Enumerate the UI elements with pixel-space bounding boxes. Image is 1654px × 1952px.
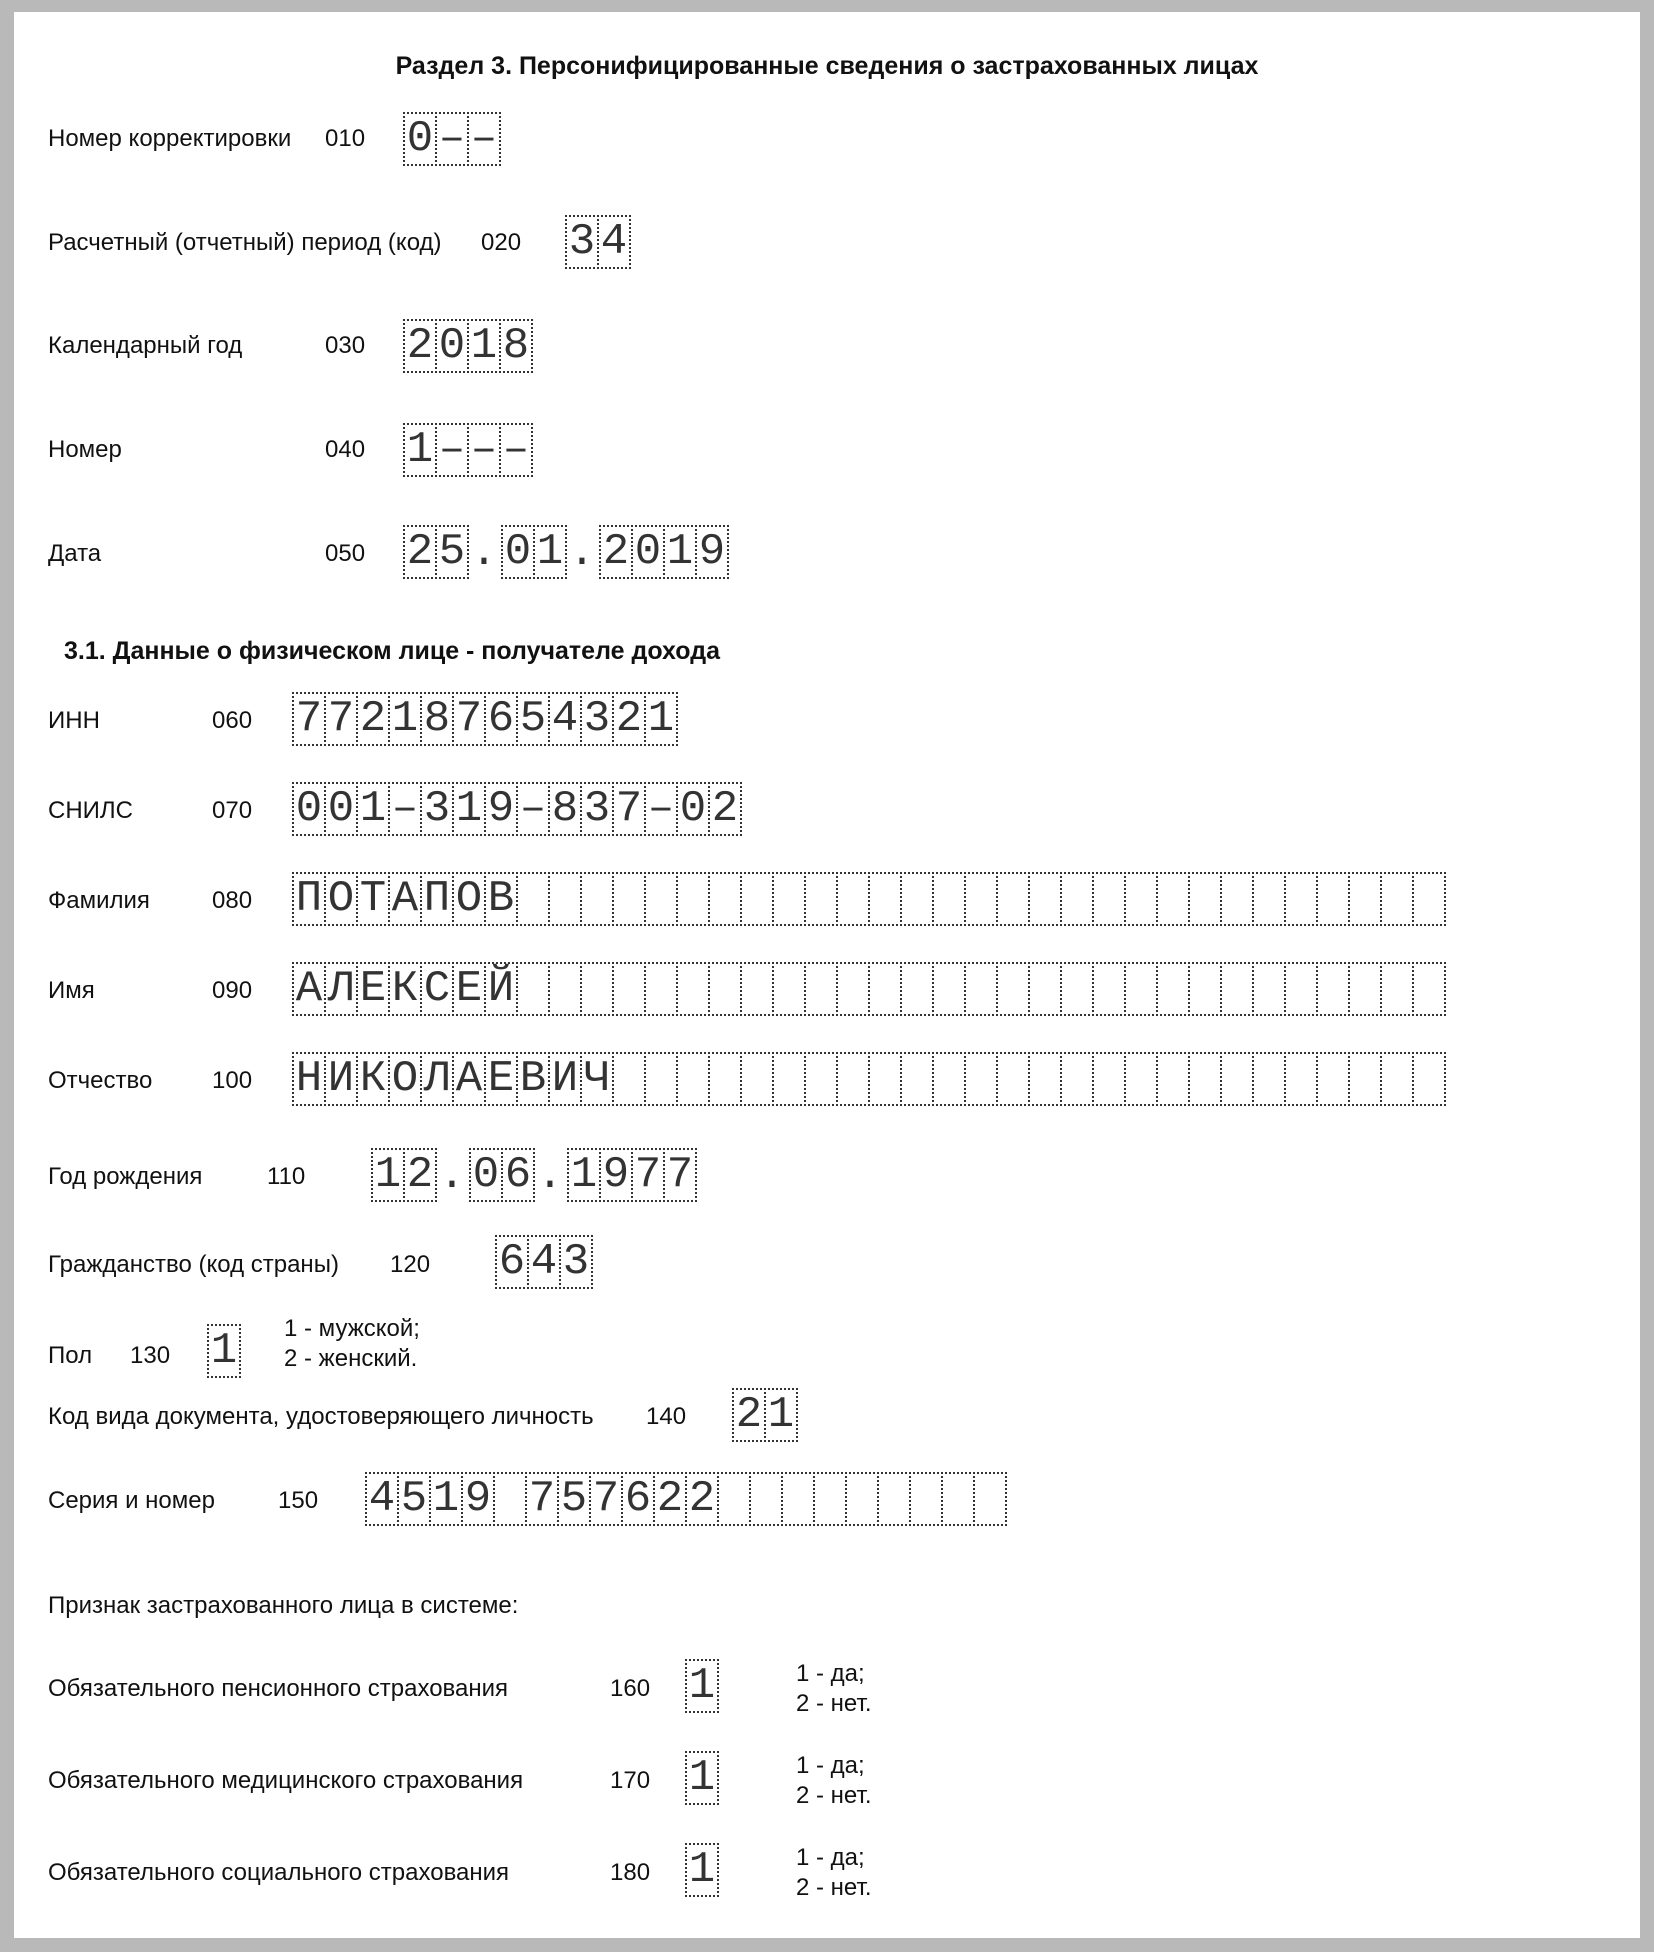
char-cell[interactable]: К bbox=[356, 1052, 390, 1106]
surname-cells[interactable] bbox=[292, 872, 1444, 926]
char-cell[interactable] bbox=[1028, 1052, 1062, 1106]
char-cell[interactable] bbox=[772, 962, 806, 1016]
char-cell[interactable] bbox=[1092, 872, 1126, 926]
char-cell[interactable]: С bbox=[420, 962, 454, 1016]
field-020-code: 020 bbox=[481, 229, 522, 256]
char-cell[interactable] bbox=[1412, 962, 1446, 1016]
char-cell[interactable]: 9 bbox=[484, 782, 518, 836]
char-cell[interactable] bbox=[1220, 962, 1254, 1016]
social-note-no: 2 - нет. bbox=[796, 1874, 872, 1901]
char-cell[interactable] bbox=[580, 962, 614, 1016]
field-090-code: 090 bbox=[212, 977, 253, 1004]
field-100-label: Отчество bbox=[48, 1067, 153, 1094]
char-cell[interactable]: 4 bbox=[527, 1235, 561, 1289]
char-cell[interactable] bbox=[836, 1052, 870, 1106]
char-cell[interactable]: Й bbox=[484, 962, 518, 1016]
field-090-label: Имя bbox=[48, 977, 95, 1004]
char-cell[interactable] bbox=[1380, 872, 1414, 926]
char-cell[interactable]: 3 bbox=[559, 1235, 593, 1289]
char-cell[interactable] bbox=[836, 962, 870, 1016]
char-cell[interactable] bbox=[900, 962, 934, 1016]
char-cell[interactable]: 8 bbox=[499, 319, 533, 373]
char-cell[interactable]: 5 bbox=[516, 692, 550, 746]
char-cell[interactable]: 7 bbox=[292, 692, 326, 746]
char-cell[interactable] bbox=[1220, 872, 1254, 926]
char-cell[interactable]: Е bbox=[484, 1052, 518, 1106]
char-cell[interactable] bbox=[717, 1472, 751, 1526]
sex-note-male: 1 - мужской; bbox=[284, 1315, 420, 1342]
char-cell[interactable]: И bbox=[324, 1052, 358, 1106]
field-050-code: 050 bbox=[325, 540, 366, 567]
char-cell[interactable] bbox=[900, 872, 934, 926]
char-cell[interactable]: 5 bbox=[397, 1472, 431, 1526]
field-050-label: Дата bbox=[48, 540, 102, 567]
pension-note-yes: 1 - да; bbox=[796, 1660, 865, 1687]
char-cell[interactable] bbox=[996, 1052, 1030, 1106]
char-cell[interactable]: 5 bbox=[435, 525, 469, 579]
char-cell[interactable] bbox=[516, 962, 550, 1016]
char-cell[interactable] bbox=[1284, 962, 1318, 1016]
field-170-label: Обязательного медицинского страхования bbox=[48, 1767, 524, 1794]
subsection-title: 3.1. Данные о физическом лице - получателе дохода bbox=[64, 637, 720, 665]
char-cell[interactable] bbox=[708, 872, 742, 926]
medical-note-yes: 1 - да; bbox=[796, 1752, 865, 1779]
field-130-code: 130 bbox=[130, 1342, 171, 1369]
field-170-code: 170 bbox=[610, 1767, 651, 1794]
char-cell[interactable] bbox=[612, 962, 646, 1016]
char-cell[interactable] bbox=[676, 872, 710, 926]
field-180-label: Обязательного социального страхования bbox=[48, 1859, 510, 1886]
char-cell[interactable] bbox=[1124, 1052, 1158, 1106]
char-cell[interactable] bbox=[676, 962, 710, 1016]
char-cell[interactable]: 0 bbox=[324, 782, 358, 836]
char-cell[interactable] bbox=[964, 1052, 998, 1106]
char-cell[interactable] bbox=[964, 962, 998, 1016]
char-cell[interactable]: – bbox=[467, 112, 501, 166]
char-cell[interactable]: 0 bbox=[631, 525, 665, 579]
char-cell[interactable] bbox=[877, 1472, 911, 1526]
char-cell[interactable]: . bbox=[470, 528, 498, 578]
char-cell[interactable] bbox=[973, 1472, 1007, 1526]
document-code-cells[interactable] bbox=[732, 1388, 796, 1442]
char-cell[interactable] bbox=[1028, 872, 1062, 926]
char-cell[interactable] bbox=[740, 872, 774, 926]
char-cell[interactable] bbox=[644, 872, 678, 926]
char-cell[interactable]: Е bbox=[452, 962, 486, 1016]
char-cell[interactable]: 1 bbox=[685, 1843, 719, 1897]
char-cell[interactable] bbox=[1124, 962, 1158, 1016]
char-cell[interactable]: 1 bbox=[685, 1659, 719, 1713]
char-cell[interactable]: 5 bbox=[557, 1472, 591, 1526]
medical-note-no: 2 - нет. bbox=[796, 1782, 872, 1809]
char-cell[interactable]: 6 bbox=[484, 692, 518, 746]
char-cell[interactable]: Л bbox=[420, 1052, 454, 1106]
char-cell[interactable] bbox=[1156, 872, 1190, 926]
char-cell[interactable] bbox=[1060, 962, 1094, 1016]
calendar-year-cells[interactable] bbox=[403, 319, 531, 373]
char-cell[interactable]: Л bbox=[324, 962, 358, 1016]
char-cell[interactable]: 0 bbox=[435, 319, 469, 373]
char-cell[interactable] bbox=[813, 1472, 847, 1526]
char-cell[interactable] bbox=[740, 1052, 774, 1106]
insured-status-header: Признак застрахованного лица в системе: bbox=[48, 1592, 519, 1619]
char-cell[interactable]: 2 bbox=[403, 319, 437, 373]
char-cell[interactable]: 1 bbox=[567, 1148, 601, 1202]
char-cell[interactable]: 8 bbox=[420, 692, 454, 746]
char-cell[interactable]: – bbox=[499, 423, 533, 477]
char-cell[interactable]: 7 bbox=[452, 692, 486, 746]
char-cell[interactable]: . bbox=[438, 1151, 466, 1201]
period-code-cells[interactable] bbox=[565, 215, 629, 269]
char-cell[interactable] bbox=[804, 962, 838, 1016]
char-cell[interactable]: 8 bbox=[548, 782, 582, 836]
char-cell[interactable]: 4 bbox=[548, 692, 582, 746]
char-cell[interactable]: 7 bbox=[631, 1148, 665, 1202]
char-cell[interactable]: П bbox=[292, 872, 326, 926]
char-cell[interactable] bbox=[868, 1052, 902, 1106]
char-cell[interactable]: 2 bbox=[732, 1388, 766, 1442]
char-cell[interactable] bbox=[1252, 872, 1286, 926]
char-cell[interactable]: 4 bbox=[597, 215, 631, 269]
char-cell[interactable] bbox=[909, 1472, 943, 1526]
field-140-code: 140 bbox=[646, 1403, 687, 1430]
char-cell[interactable] bbox=[1028, 962, 1062, 1016]
char-cell[interactable] bbox=[804, 872, 838, 926]
pension-note-no: 2 - нет. bbox=[796, 1690, 872, 1717]
char-cell[interactable] bbox=[1380, 1052, 1414, 1106]
char-cell[interactable]: 0 bbox=[403, 112, 437, 166]
char-cell[interactable] bbox=[1220, 1052, 1254, 1106]
field-080-label: Фамилия bbox=[48, 887, 150, 914]
char-cell[interactable] bbox=[772, 872, 806, 926]
char-cell[interactable]: 2 bbox=[685, 1472, 719, 1526]
field-110-label: Год рождения bbox=[48, 1163, 203, 1190]
char-cell[interactable]: 1 bbox=[403, 423, 437, 477]
char-cell[interactable]: И bbox=[548, 1052, 582, 1106]
char-cell[interactable] bbox=[804, 1052, 838, 1106]
char-cell[interactable] bbox=[708, 1052, 742, 1106]
char-cell[interactable]: О bbox=[324, 872, 358, 926]
field-150-label: Серия и номер bbox=[48, 1487, 215, 1514]
citizenship-cells[interactable] bbox=[495, 1235, 591, 1289]
char-cell[interactable] bbox=[1348, 872, 1382, 926]
char-cell[interactable] bbox=[708, 962, 742, 1016]
char-cell[interactable]: . bbox=[568, 528, 596, 578]
field-150-code: 150 bbox=[278, 1487, 319, 1514]
char-cell[interactable]: – bbox=[435, 112, 469, 166]
char-cell[interactable] bbox=[845, 1472, 879, 1526]
date-cells[interactable] bbox=[403, 525, 727, 579]
char-cell[interactable] bbox=[644, 1052, 678, 1106]
char-cell[interactable]: 1 bbox=[388, 692, 422, 746]
section-title: Раздел 3. Персонифицированные сведения о застрахованных лицах bbox=[395, 52, 1259, 80]
char-cell[interactable] bbox=[749, 1472, 783, 1526]
number-cells[interactable] bbox=[403, 423, 531, 477]
field-010-code: 010 bbox=[325, 125, 366, 152]
char-cell[interactable] bbox=[900, 1052, 934, 1106]
char-cell[interactable]: 0 bbox=[676, 782, 710, 836]
field-060-code: 060 bbox=[212, 707, 253, 734]
char-cell[interactable] bbox=[781, 1472, 815, 1526]
char-cell[interactable] bbox=[868, 962, 902, 1016]
char-cell[interactable]: 1 bbox=[371, 1148, 405, 1202]
sex-cells[interactable] bbox=[207, 1324, 239, 1378]
char-cell[interactable]: 9 bbox=[695, 525, 729, 579]
char-cell[interactable]: 1 bbox=[467, 319, 501, 373]
char-cell[interactable]: 6 bbox=[501, 1148, 535, 1202]
char-cell[interactable]: 2 bbox=[599, 525, 633, 579]
char-cell[interactable]: 6 bbox=[495, 1235, 529, 1289]
char-cell[interactable] bbox=[548, 872, 582, 926]
patronymic-cells[interactable] bbox=[292, 1052, 1444, 1106]
sex-note-female: 2 - женский. bbox=[284, 1345, 418, 1372]
char-cell[interactable] bbox=[1284, 1052, 1318, 1106]
char-cell[interactable]: 0 bbox=[469, 1148, 503, 1202]
char-cell[interactable]: 1 bbox=[685, 1751, 719, 1805]
char-cell[interactable] bbox=[548, 962, 582, 1016]
char-cell[interactable]: К bbox=[388, 962, 422, 1016]
char-cell[interactable] bbox=[932, 962, 966, 1016]
char-cell[interactable]: 7 bbox=[663, 1148, 697, 1202]
char-cell[interactable]: 7 bbox=[525, 1472, 559, 1526]
char-cell[interactable] bbox=[868, 872, 902, 926]
char-cell[interactable]: 7 bbox=[324, 692, 358, 746]
char-cell[interactable] bbox=[1348, 962, 1382, 1016]
field-100-code: 100 bbox=[212, 1067, 253, 1094]
char-cell[interactable] bbox=[932, 872, 966, 926]
social-note-yes: 1 - да; bbox=[796, 1844, 865, 1871]
pension-insurance-cells[interactable] bbox=[685, 1659, 717, 1713]
field-030-code: 030 bbox=[325, 332, 366, 359]
char-cell[interactable]: – bbox=[388, 782, 422, 836]
char-cell[interactable]: 3 bbox=[580, 782, 614, 836]
field-160-code: 160 bbox=[610, 1675, 651, 1702]
char-cell[interactable]: 4 bbox=[365, 1472, 399, 1526]
char-cell[interactable] bbox=[1380, 962, 1414, 1016]
char-cell[interactable]: 6 bbox=[621, 1472, 655, 1526]
char-cell[interactable]: Ч bbox=[580, 1052, 614, 1106]
char-cell[interactable]: 1 bbox=[533, 525, 567, 579]
field-040-label: Номер bbox=[48, 436, 122, 463]
char-cell[interactable] bbox=[676, 1052, 710, 1106]
field-180-code: 180 bbox=[610, 1859, 651, 1886]
char-cell[interactable] bbox=[836, 872, 870, 926]
char-cell[interactable]: 1 bbox=[764, 1388, 798, 1442]
char-cell[interactable]: – bbox=[435, 423, 469, 477]
char-cell[interactable] bbox=[1316, 872, 1350, 926]
char-cell[interactable] bbox=[1060, 1052, 1094, 1106]
correction-number-cells[interactable] bbox=[403, 112, 499, 166]
social-insurance-cells[interactable] bbox=[685, 1843, 717, 1897]
char-cell[interactable]: 3 bbox=[565, 215, 599, 269]
char-cell[interactable] bbox=[964, 872, 998, 926]
char-cell[interactable] bbox=[1188, 962, 1222, 1016]
char-cell[interactable]: 1 bbox=[207, 1324, 241, 1378]
char-cell[interactable] bbox=[1412, 872, 1446, 926]
char-cell[interactable] bbox=[941, 1472, 975, 1526]
field-160-label: Обязательного пенсионного страхования bbox=[48, 1675, 509, 1702]
char-cell[interactable]: Н bbox=[292, 1052, 326, 1106]
char-cell[interactable] bbox=[493, 1472, 527, 1526]
field-060-label: ИНН bbox=[48, 707, 100, 734]
char-cell[interactable] bbox=[644, 962, 678, 1016]
char-cell[interactable] bbox=[612, 1052, 646, 1106]
char-cell[interactable] bbox=[1252, 1052, 1286, 1106]
char-cell[interactable]: В bbox=[484, 872, 518, 926]
char-cell[interactable]: О bbox=[388, 1052, 422, 1106]
char-cell[interactable]: А bbox=[452, 1052, 486, 1106]
char-cell[interactable] bbox=[1188, 1052, 1222, 1106]
document-series-number-cells[interactable] bbox=[365, 1472, 1005, 1526]
char-cell[interactable]: 1 bbox=[663, 525, 697, 579]
char-cell[interactable]: 1 bbox=[429, 1472, 463, 1526]
char-cell[interactable]: 0 bbox=[292, 782, 326, 836]
field-030-label: Календарный год bbox=[48, 332, 243, 359]
field-120-label: Гражданство (код страны) bbox=[48, 1251, 339, 1278]
char-cell[interactable] bbox=[1252, 962, 1286, 1016]
char-cell[interactable]: 9 bbox=[461, 1472, 495, 1526]
char-cell[interactable]: 7 bbox=[612, 782, 646, 836]
char-cell[interactable]: 2 bbox=[403, 525, 437, 579]
char-cell[interactable]: А bbox=[292, 962, 326, 1016]
char-cell[interactable] bbox=[1092, 962, 1126, 1016]
char-cell[interactable] bbox=[1156, 962, 1190, 1016]
form-sheet bbox=[14, 12, 1640, 1938]
char-cell[interactable] bbox=[1412, 1052, 1446, 1106]
char-cell[interactable]: 7 bbox=[589, 1472, 623, 1526]
field-080-code: 080 bbox=[212, 887, 253, 914]
char-cell[interactable]: – bbox=[516, 782, 550, 836]
inn-cells[interactable] bbox=[292, 692, 676, 746]
char-cell[interactable] bbox=[1316, 1052, 1350, 1106]
char-cell[interactable] bbox=[1316, 962, 1350, 1016]
char-cell[interactable] bbox=[996, 962, 1030, 1016]
first-name-cells[interactable] bbox=[292, 962, 1444, 1016]
char-cell[interactable]: 2 bbox=[403, 1148, 437, 1202]
snils-cells[interactable] bbox=[292, 782, 740, 836]
char-cell[interactable]: – bbox=[467, 423, 501, 477]
char-cell[interactable]: Е bbox=[356, 962, 390, 1016]
char-cell[interactable]: 2 bbox=[708, 782, 742, 836]
char-cell[interactable]: П bbox=[420, 872, 454, 926]
char-cell[interactable]: В bbox=[516, 1052, 550, 1106]
char-cell[interactable] bbox=[1156, 1052, 1190, 1106]
char-cell[interactable] bbox=[1092, 1052, 1126, 1106]
char-cell[interactable] bbox=[1284, 872, 1318, 926]
char-cell[interactable]: А bbox=[388, 872, 422, 926]
field-140-label: Код вида документа, удостоверяющего личность bbox=[48, 1403, 594, 1430]
medical-insurance-cells[interactable] bbox=[685, 1751, 717, 1805]
char-cell[interactable] bbox=[612, 872, 646, 926]
char-cell[interactable] bbox=[1060, 872, 1094, 926]
char-cell[interactable] bbox=[1188, 872, 1222, 926]
char-cell[interactable] bbox=[580, 872, 614, 926]
char-cell[interactable]: Т bbox=[356, 872, 390, 926]
char-cell[interactable] bbox=[740, 962, 774, 1016]
char-cell[interactable]: 1 bbox=[452, 782, 486, 836]
field-070-label: СНИЛС bbox=[48, 797, 133, 824]
field-110-code: 110 bbox=[267, 1163, 306, 1190]
char-cell[interactable]: 9 bbox=[599, 1148, 633, 1202]
char-cell[interactable]: 1 bbox=[644, 692, 678, 746]
birth-date-cells[interactable] bbox=[371, 1148, 695, 1202]
char-cell[interactable] bbox=[516, 872, 550, 926]
char-cell[interactable] bbox=[1124, 872, 1158, 926]
char-cell[interactable] bbox=[772, 1052, 806, 1106]
char-cell[interactable]: 0 bbox=[501, 525, 535, 579]
char-cell[interactable]: 1 bbox=[356, 782, 390, 836]
field-040-code: 040 bbox=[325, 436, 366, 463]
char-cell[interactable]: . bbox=[536, 1151, 564, 1201]
char-cell[interactable]: 2 bbox=[653, 1472, 687, 1526]
field-120-code: 120 bbox=[390, 1251, 431, 1278]
field-010-label: Номер корректировки bbox=[48, 125, 292, 152]
char-cell[interactable]: 2 bbox=[356, 692, 390, 746]
char-cell[interactable] bbox=[1348, 1052, 1382, 1106]
field-130-label: Пол bbox=[48, 1342, 93, 1369]
char-cell[interactable]: О bbox=[452, 872, 486, 926]
char-cell[interactable]: 2 bbox=[612, 692, 646, 746]
field-070-code: 070 bbox=[212, 797, 253, 824]
char-cell[interactable]: 3 bbox=[420, 782, 454, 836]
char-cell[interactable] bbox=[932, 1052, 966, 1106]
field-020-label: Расчетный (отчетный) период (код) bbox=[48, 229, 442, 256]
char-cell[interactable]: – bbox=[644, 782, 678, 836]
char-cell[interactable]: 3 bbox=[580, 692, 614, 746]
char-cell[interactable] bbox=[996, 872, 1030, 926]
